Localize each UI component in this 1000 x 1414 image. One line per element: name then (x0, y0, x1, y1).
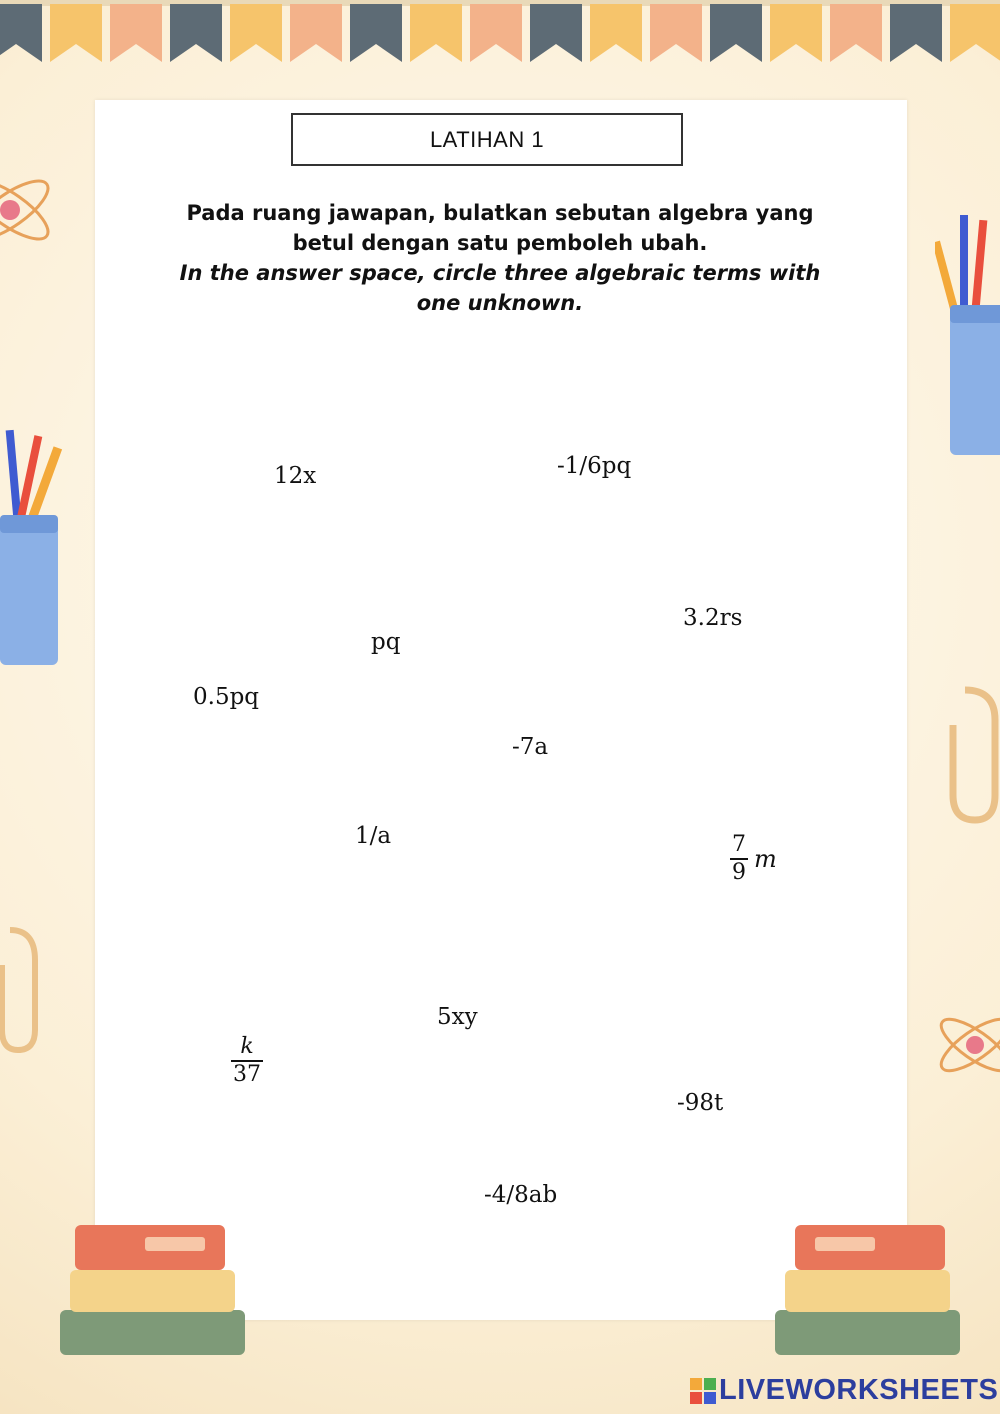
bunting-flag (590, 4, 642, 62)
term-3-2rs[interactable]: 3.2rs (683, 605, 743, 631)
bunting-flag (50, 4, 102, 62)
fraction-denominator: 37 (233, 1062, 261, 1087)
bunting-flag (410, 4, 462, 62)
paperclip-icon (935, 680, 1000, 830)
term-minus-7a[interactable]: -7a (512, 734, 549, 760)
bunting-flag (890, 4, 942, 62)
liveworksheets-logo-icon (690, 1378, 716, 1404)
bunting-flag (530, 4, 582, 62)
worksheet-title: LATIHAN 1 (291, 113, 683, 166)
paperclip-icon (0, 920, 50, 1060)
bunting-flag (230, 4, 282, 62)
pencil-cup-icon (935, 210, 1000, 460)
term-minus-4-8ab[interactable]: -4/8ab (484, 1182, 558, 1208)
fraction-variable: m (754, 845, 777, 873)
term-5xy[interactable]: 5xy (437, 1004, 478, 1030)
bunting-flag (0, 4, 42, 62)
bunting-flag (770, 4, 822, 62)
instruction-english (140, 258, 860, 318)
book-stack-icon (770, 1215, 970, 1365)
fraction-numerator: 7 (732, 832, 746, 857)
instruction-malay-line-1: Pada ruang jawapan, bulatkan sebutan algebra yang (186, 201, 814, 225)
term-minus-98t[interactable]: -98t (677, 1090, 724, 1116)
instruction-english-line-2: one unknown. (416, 291, 584, 315)
pencil-cup-icon (0, 420, 95, 670)
bunting-flag (650, 4, 702, 62)
term-7-9-m[interactable] (730, 832, 777, 886)
term-12x[interactable]: 12x (274, 463, 317, 489)
instruction-malay-line-2: betul dengan satu pemboleh ubah. (292, 231, 708, 255)
liveworksheets-logo[interactable] (690, 1374, 998, 1407)
term-pq[interactable]: pq (371, 629, 401, 655)
bunting-flag (950, 4, 1000, 62)
bunting-flag (470, 4, 522, 62)
term-minus-1-6pq[interactable]: -1/6pq (557, 453, 632, 479)
bunting-flag (110, 4, 162, 62)
term-k-over-37[interactable] (231, 1034, 263, 1088)
bunting-flag (290, 4, 342, 62)
fraction-denominator: 9 (732, 860, 746, 885)
book-stack-icon (50, 1215, 250, 1365)
atom-icon (0, 140, 80, 290)
fraction (231, 1034, 263, 1088)
instruction-english-line-1: In the answer space, circle three algebraic terms with (179, 261, 821, 285)
atom-icon (930, 990, 1000, 1100)
fraction-numerator: k (240, 1034, 254, 1059)
bunting-flag (830, 4, 882, 62)
liveworksheets-brand: LIVEWORKSHEETS (719, 1374, 999, 1406)
term-0-5pq[interactable]: 0.5pq (193, 684, 260, 710)
bunting-flag (710, 4, 762, 62)
bunting-flag (350, 4, 402, 62)
term-1-over-a[interactable]: 1/a (355, 823, 392, 849)
bunting-flags (0, 0, 1000, 80)
bunting-flag (170, 4, 222, 62)
fraction (730, 832, 748, 886)
instruction-malay (140, 198, 860, 258)
